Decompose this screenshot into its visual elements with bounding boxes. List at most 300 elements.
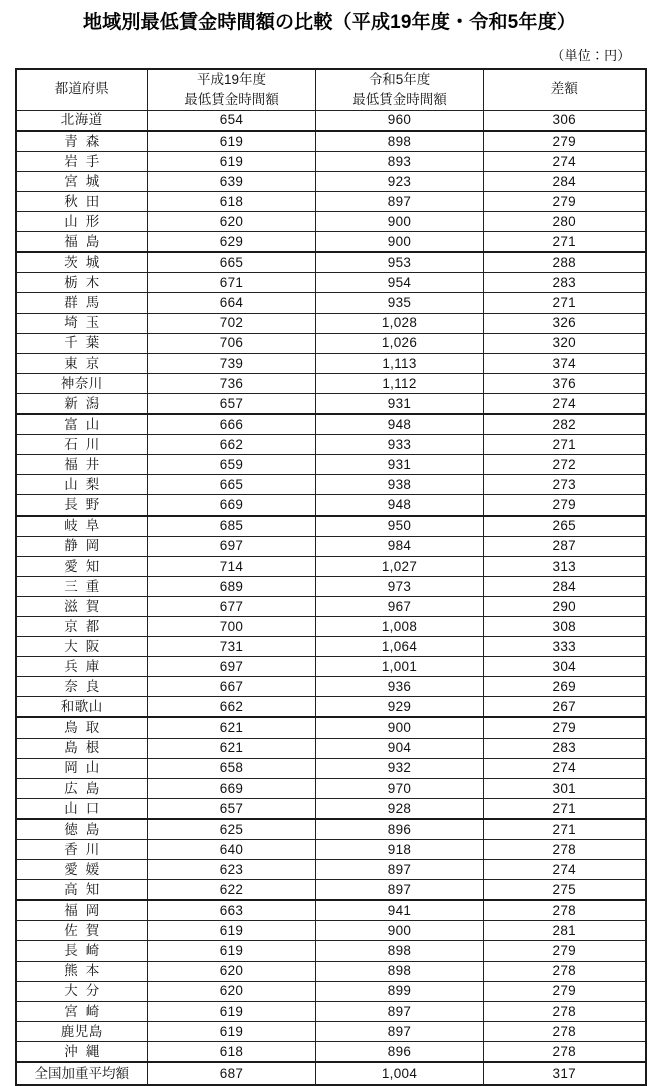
- prefecture-label: 北海道: [60, 112, 103, 128]
- cell-r5-wage: 897: [316, 860, 484, 880]
- cell-h19-wage: 625: [148, 819, 316, 840]
- table-row: [16, 151, 646, 171]
- table-row: [16, 273, 646, 293]
- cell-prefecture: [16, 293, 148, 313]
- cell-h19-wage: 665: [148, 252, 316, 273]
- cell-h19-wage: 689: [148, 576, 316, 596]
- cell-r5-wage: 900: [316, 717, 484, 738]
- cell-prefecture: [16, 921, 148, 941]
- cell-prefecture: [16, 414, 148, 435]
- cell-prefecture: [16, 880, 148, 901]
- cell-h19-wage: 619: [148, 1021, 316, 1041]
- table-row: [16, 516, 646, 537]
- cell-difference: 274: [484, 151, 646, 171]
- prefecture-label: 福井: [64, 457, 108, 473]
- table-row: [16, 353, 646, 373]
- prefecture-label: 愛媛: [64, 861, 108, 877]
- cell-h19-wage: 639: [148, 171, 316, 191]
- cell-prefecture: [16, 941, 148, 961]
- prefecture-label: 香川: [64, 841, 108, 857]
- table-row: [16, 536, 646, 556]
- cell-h19-wage: 619: [148, 941, 316, 961]
- prefecture-label: 兵庫: [64, 658, 108, 674]
- table-container: [15, 68, 645, 1086]
- cell-prefecture: [16, 637, 148, 657]
- table-row: [16, 212, 646, 232]
- table-row: [16, 475, 646, 495]
- table-row: [16, 941, 646, 961]
- cell-prefecture: [16, 798, 148, 819]
- cell-r5-wage: 938: [316, 475, 484, 495]
- cell-r5-wage: 898: [316, 961, 484, 981]
- cell-r5-wage: 950: [316, 516, 484, 537]
- cell-difference: 279: [484, 981, 646, 1001]
- cell-r5-wage: 941: [316, 900, 484, 921]
- cell-h19-wage: 623: [148, 860, 316, 880]
- cell-prefecture: [16, 373, 148, 393]
- prefecture-label: 岐阜: [64, 518, 108, 534]
- cell-r5-wage: 896: [316, 819, 484, 840]
- cell-difference: 283: [484, 738, 646, 758]
- cell-h19-wage: 663: [148, 900, 316, 921]
- cell-r5-wage: 948: [316, 414, 484, 435]
- prefecture-label: 静岡: [64, 538, 108, 554]
- cell-r5-wage: 984: [316, 536, 484, 556]
- cell-difference: 267: [484, 697, 646, 718]
- cell-h19-wage: 662: [148, 697, 316, 718]
- cell-prefecture: [16, 697, 148, 718]
- cell-r5-wage: 967: [316, 596, 484, 616]
- cell-r5-wage: 900: [316, 212, 484, 232]
- cell-prefecture: [16, 778, 148, 798]
- prefecture-label: 鳥取: [64, 720, 108, 736]
- cell-h19-wage: 620: [148, 212, 316, 232]
- cell-prefecture: [16, 576, 148, 596]
- table-row: [16, 455, 646, 475]
- cell-r5-wage: 897: [316, 192, 484, 212]
- column-header-r5-line1: 令和5年度: [368, 72, 431, 88]
- cell-difference: 272: [484, 455, 646, 475]
- prefecture-label: 東京: [64, 355, 108, 371]
- cell-h19-wage: 640: [148, 840, 316, 860]
- table-row: [16, 596, 646, 616]
- prefecture-label: 徳島: [64, 821, 108, 837]
- prefecture-label: 山口: [64, 800, 108, 816]
- prefecture-label: 福島: [64, 234, 108, 249]
- cell-difference: 287: [484, 536, 646, 556]
- table-row: [16, 556, 646, 576]
- cell-h19-wage: 621: [148, 738, 316, 758]
- cell-r5-wage: 1,001: [316, 657, 484, 677]
- cell-r5-wage: 1,028: [316, 313, 484, 333]
- cell-difference: 279: [484, 495, 646, 516]
- cell-prefecture: [16, 738, 148, 758]
- cell-prefecture: [16, 556, 148, 576]
- cell-prefecture: [16, 110, 148, 131]
- cell-r5-wage: 899: [316, 981, 484, 1001]
- cell-difference: 284: [484, 171, 646, 191]
- cell-prefecture: [16, 657, 148, 677]
- cell-total-h19-wage: 687: [148, 1062, 316, 1085]
- cell-difference: 333: [484, 637, 646, 657]
- table-row: [16, 1041, 646, 1062]
- table-row: [16, 961, 646, 981]
- cell-difference: 278: [484, 961, 646, 981]
- prefecture-label: 岩手: [64, 153, 108, 169]
- cell-prefecture: [16, 981, 148, 1001]
- table-header-row: [16, 69, 646, 111]
- cell-prefecture: [16, 313, 148, 333]
- table-row: [16, 860, 646, 880]
- cell-prefecture: [16, 353, 148, 373]
- cell-r5-wage: 1,112: [316, 373, 484, 393]
- table-row: [16, 616, 646, 636]
- cell-difference: 271: [484, 798, 646, 819]
- cell-r5-wage: 948: [316, 495, 484, 516]
- cell-r5-wage: 1,008: [316, 616, 484, 636]
- cell-difference: 278: [484, 1001, 646, 1021]
- cell-r5-wage: 1,027: [316, 556, 484, 576]
- cell-h19-wage: 618: [148, 192, 316, 212]
- prefecture-label: 宮崎: [64, 1003, 108, 1019]
- prefecture-label: 熊本: [64, 963, 108, 979]
- cell-r5-wage: 929: [316, 697, 484, 718]
- table-row: [16, 758, 646, 778]
- cell-r5-wage: 897: [316, 1001, 484, 1021]
- table-row: [16, 900, 646, 921]
- cell-difference: 271: [484, 232, 646, 253]
- column-header-h19-line2: 最低賃金時間額: [184, 91, 279, 107]
- cell-h19-wage: 662: [148, 435, 316, 455]
- cell-prefecture: [16, 840, 148, 860]
- cell-r5-wage: 935: [316, 293, 484, 313]
- table-row: [16, 677, 646, 697]
- prefecture-label: 山梨: [64, 477, 108, 493]
- cell-h19-wage: 706: [148, 333, 316, 353]
- prefecture-label: 栃木: [64, 275, 108, 291]
- table-row: [16, 657, 646, 677]
- cell-prefecture: [16, 151, 148, 171]
- cell-r5-wage: 893: [316, 151, 484, 171]
- cell-difference: 265: [484, 516, 646, 537]
- page-title: 地域別最低賃金時間額の比較（平成19年度・令和5年度）: [82, 12, 577, 33]
- cell-prefecture: [16, 819, 148, 840]
- cell-difference: 271: [484, 819, 646, 840]
- cell-difference: 376: [484, 373, 646, 393]
- cell-r5-wage: 973: [316, 576, 484, 596]
- cell-difference: 282: [484, 414, 646, 435]
- cell-difference: 274: [484, 860, 646, 880]
- prefecture-label: 群馬: [64, 295, 108, 311]
- table-row: [16, 921, 646, 941]
- cell-prefecture: [16, 900, 148, 921]
- cell-difference: 288: [484, 252, 646, 273]
- prefecture-label: 千葉: [64, 335, 108, 351]
- cell-difference: 374: [484, 353, 646, 373]
- prefecture-label: 愛知: [64, 558, 108, 574]
- cell-h19-wage: 658: [148, 758, 316, 778]
- cell-r5-wage: 896: [316, 1041, 484, 1062]
- cell-difference: 320: [484, 333, 646, 353]
- table-body: [16, 110, 646, 1085]
- minimum-wage-table: [15, 68, 647, 1086]
- prefecture-label: 京都: [64, 618, 108, 634]
- cell-r5-wage: 897: [316, 1021, 484, 1041]
- cell-h19-wage: 702: [148, 313, 316, 333]
- cell-h19-wage: 629: [148, 232, 316, 253]
- table-row: [16, 738, 646, 758]
- cell-difference: 308: [484, 616, 646, 636]
- column-header-prefecture: [16, 69, 148, 111]
- cell-prefecture: [16, 435, 148, 455]
- table-row: [16, 880, 646, 901]
- cell-h19-wage: 697: [148, 536, 316, 556]
- cell-h19-wage: 659: [148, 455, 316, 475]
- table-row: [16, 293, 646, 313]
- cell-h19-wage: 619: [148, 131, 316, 152]
- cell-r5-wage: 953: [316, 252, 484, 273]
- cell-h19-wage: 685: [148, 516, 316, 537]
- cell-difference: 280: [484, 212, 646, 232]
- cell-h19-wage: 666: [148, 414, 316, 435]
- cell-r5-wage: 970: [316, 778, 484, 798]
- cell-h19-wage: 664: [148, 293, 316, 313]
- cell-difference: 274: [484, 393, 646, 414]
- prefecture-label: 滋賀: [64, 598, 108, 614]
- table-row: [16, 110, 646, 131]
- cell-difference: 271: [484, 435, 646, 455]
- cell-difference: 301: [484, 778, 646, 798]
- cell-r5-wage: 960: [316, 110, 484, 131]
- cell-h19-wage: 667: [148, 677, 316, 697]
- table-row: [16, 1021, 646, 1041]
- prefecture-label: 和歌山: [60, 699, 103, 715]
- cell-h19-wage: 657: [148, 798, 316, 819]
- cell-prefecture: [16, 212, 148, 232]
- prefecture-label: 大分: [64, 983, 108, 999]
- table-row: [16, 252, 646, 273]
- column-header-h19: [148, 69, 316, 111]
- cell-r5-wage: 898: [316, 941, 484, 961]
- prefecture-label: 埼玉: [64, 315, 108, 331]
- cell-h19-wage: 677: [148, 596, 316, 616]
- cell-r5-wage: 928: [316, 798, 484, 819]
- cell-r5-wage: 932: [316, 758, 484, 778]
- cell-h19-wage: 619: [148, 1001, 316, 1021]
- cell-h19-wage: 654: [148, 110, 316, 131]
- table-total-row: [16, 1062, 646, 1085]
- table-row: [16, 697, 646, 718]
- column-header-h19-line1: 平成19年度: [196, 72, 267, 88]
- cell-h19-wage: 618: [148, 1041, 316, 1062]
- cell-h19-wage: 736: [148, 373, 316, 393]
- prefecture-label: 宮城: [64, 173, 108, 189]
- cell-prefecture: [16, 475, 148, 495]
- cell-difference: 290: [484, 596, 646, 616]
- cell-difference: 279: [484, 717, 646, 738]
- table-row: [16, 232, 646, 253]
- table-row: [16, 981, 646, 1001]
- cell-h19-wage: 669: [148, 778, 316, 798]
- cell-r5-wage: 936: [316, 677, 484, 697]
- cell-prefecture: [16, 516, 148, 537]
- cell-difference: 278: [484, 1021, 646, 1041]
- table-row: [16, 495, 646, 516]
- prefecture-label: 新潟: [64, 395, 108, 411]
- prefecture-label: 佐賀: [64, 923, 108, 939]
- cell-prefecture: [16, 677, 148, 697]
- cell-r5-wage: 904: [316, 738, 484, 758]
- cell-r5-wage: 900: [316, 232, 484, 253]
- cell-r5-wage: 897: [316, 880, 484, 901]
- cell-prefecture: [16, 1001, 148, 1021]
- cell-h19-wage: 700: [148, 616, 316, 636]
- prefecture-label: 山形: [64, 213, 108, 229]
- cell-total-r5-wage: 1,004: [316, 1062, 484, 1085]
- cell-prefecture: [16, 333, 148, 353]
- cell-prefecture: [16, 273, 148, 293]
- table-row: [16, 778, 646, 798]
- prefecture-label: 奈良: [64, 679, 108, 695]
- cell-h19-wage: 621: [148, 717, 316, 738]
- table-row: [16, 333, 646, 353]
- prefecture-label: 鹿児島: [60, 1023, 103, 1039]
- cell-h19-wage: 620: [148, 961, 316, 981]
- cell-prefecture: [16, 495, 148, 516]
- table-row: [16, 313, 646, 333]
- table-row: [16, 414, 646, 435]
- table-row: [16, 798, 646, 819]
- cell-prefecture: [16, 171, 148, 191]
- cell-r5-wage: 923: [316, 171, 484, 191]
- prefecture-label: 長野: [64, 497, 108, 513]
- cell-prefecture: [16, 1021, 148, 1041]
- cell-difference: 271: [484, 293, 646, 313]
- cell-prefecture: [16, 616, 148, 636]
- cell-r5-wage: 954: [316, 273, 484, 293]
- cell-h19-wage: 619: [148, 921, 316, 941]
- cell-r5-wage: 931: [316, 393, 484, 414]
- cell-h19-wage: 620: [148, 981, 316, 1001]
- prefecture-label: 秋田: [64, 193, 108, 209]
- column-header-difference: [484, 69, 646, 111]
- prefecture-label: 富山: [64, 416, 108, 432]
- cell-prefecture: [16, 717, 148, 738]
- cell-difference: 278: [484, 900, 646, 921]
- cell-difference: 278: [484, 1041, 646, 1062]
- table-row: [16, 576, 646, 596]
- cell-r5-wage: 1,064: [316, 637, 484, 657]
- cell-difference: 279: [484, 131, 646, 152]
- cell-h19-wage: 657: [148, 393, 316, 414]
- cell-prefecture: [16, 596, 148, 616]
- prefecture-label: 茨城: [64, 255, 108, 271]
- cell-prefecture: [16, 758, 148, 778]
- unit-note-row: [15, 45, 645, 65]
- prefecture-label: 青森: [64, 133, 108, 149]
- prefecture-label: 長崎: [64, 943, 108, 959]
- table-row: [16, 131, 646, 152]
- cell-total-difference: 317: [484, 1062, 646, 1085]
- cell-difference: 284: [484, 576, 646, 596]
- prefecture-label: 神奈川: [60, 375, 103, 391]
- cell-prefecture: [16, 860, 148, 880]
- cell-prefecture: [16, 536, 148, 556]
- table-row: [16, 373, 646, 393]
- cell-r5-wage: 931: [316, 455, 484, 475]
- table-row: [16, 717, 646, 738]
- column-header-r5: [316, 69, 484, 111]
- table-row: [16, 192, 646, 212]
- table-row: [16, 1001, 646, 1021]
- cell-r5-wage: 900: [316, 921, 484, 941]
- cell-difference: 273: [484, 475, 646, 495]
- cell-r5-wage: 1,113: [316, 353, 484, 373]
- cell-difference: 279: [484, 192, 646, 212]
- cell-h19-wage: 669: [148, 495, 316, 516]
- cell-prefecture: [16, 192, 148, 212]
- cell-h19-wage: 622: [148, 880, 316, 901]
- cell-h19-wage: 714: [148, 556, 316, 576]
- prefecture-label: 福岡: [64, 903, 108, 919]
- cell-prefecture: [16, 131, 148, 152]
- cell-difference: 274: [484, 758, 646, 778]
- cell-prefecture: [16, 252, 148, 273]
- cell-h19-wage: 731: [148, 637, 316, 657]
- prefecture-label: 島根: [64, 740, 108, 756]
- prefecture-label: 高知: [64, 882, 108, 897]
- cell-difference: 313: [484, 556, 646, 576]
- cell-prefecture: [16, 393, 148, 414]
- table-row: [16, 819, 646, 840]
- cell-prefecture: [16, 961, 148, 981]
- cell-difference: 281: [484, 921, 646, 941]
- prefecture-label: 石川: [64, 436, 108, 452]
- table-row: [16, 637, 646, 657]
- prefecture-label: 大阪: [64, 638, 108, 654]
- cell-prefecture: [16, 232, 148, 253]
- cell-difference: 275: [484, 880, 646, 901]
- table-row: [16, 393, 646, 414]
- column-header-difference-label: 差額: [550, 81, 578, 97]
- column-header-prefecture-label: 都道府県: [54, 81, 109, 97]
- cell-difference: 304: [484, 657, 646, 677]
- cell-r5-wage: 898: [316, 131, 484, 152]
- cell-r5-wage: 1,026: [316, 333, 484, 353]
- cell-h19-wage: 697: [148, 657, 316, 677]
- cell-h19-wage: 665: [148, 475, 316, 495]
- prefecture-label: 広島: [64, 780, 108, 796]
- cell-difference: 278: [484, 840, 646, 860]
- prefecture-label: 三重: [64, 578, 108, 594]
- cell-r5-wage: 933: [316, 435, 484, 455]
- cell-difference: 306: [484, 110, 646, 131]
- cell-prefecture: [16, 455, 148, 475]
- cell-difference: 269: [484, 677, 646, 697]
- unit-note: （単位：円）: [551, 47, 631, 63]
- cell-prefecture: [16, 1041, 148, 1062]
- cell-h19-wage: 739: [148, 353, 316, 373]
- cell-r5-wage: 918: [316, 840, 484, 860]
- cell-difference: 326: [484, 313, 646, 333]
- prefecture-label: 沖縄: [64, 1043, 108, 1059]
- column-header-r5-line2: 最低賃金時間額: [352, 91, 447, 107]
- table-row: [16, 171, 646, 191]
- prefecture-label: 岡山: [64, 760, 108, 776]
- cell-difference: 283: [484, 273, 646, 293]
- cell-h19-wage: 619: [148, 151, 316, 171]
- table-row: [16, 435, 646, 455]
